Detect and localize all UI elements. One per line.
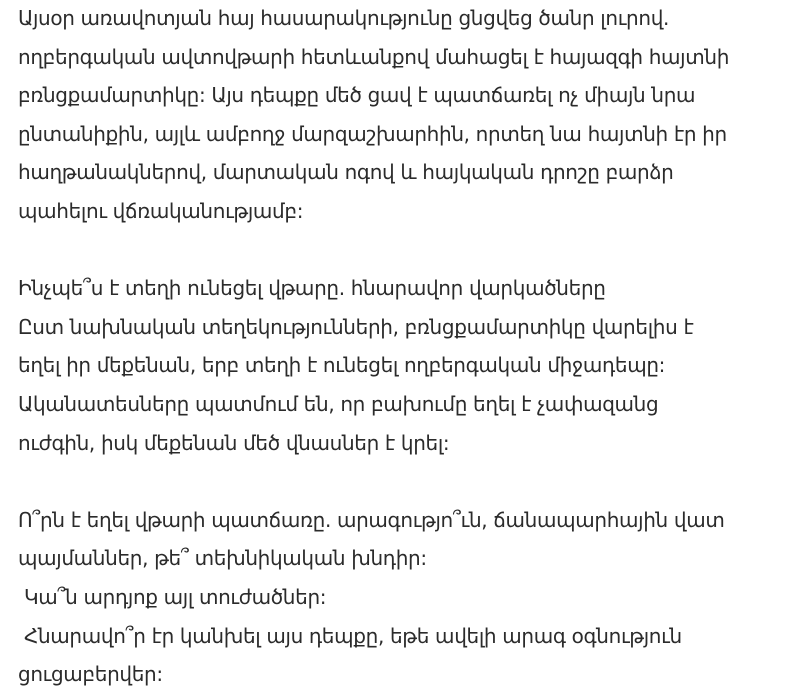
text-line: հաղթանակներով, մարտական ոգով և հայկական դրոշը բարձր (18, 160, 674, 185)
paragraph-gap (18, 462, 806, 501)
text-line: ցուցաբերվեր: (18, 662, 163, 687)
paragraph-accident (18, 269, 806, 462)
question-line: Հնարավո՞ր էր կանխել այս դեպքը, եթե ավելի արագ օգնություն (18, 623, 682, 648)
paragraph-intro (18, 0, 806, 231)
question-line: Կա՞ն արդյոք այլ տուժածներ: (18, 584, 327, 609)
text-line: եղել իր մեքենան, երբ տեղի է ունեցել ողբերգական միջադեպը: (18, 353, 666, 378)
text-line: պայմաններ, թե՞ տեխնիկական խնդիր: (18, 546, 427, 571)
text-line: ընտանիքին, այլև ամբողջ մարզաշխարհին, որտեղ նա հայտնի էր իր (18, 121, 727, 146)
text-line: Ըստ նախնական տեղեկությունների, բռնցքամարտիկը վարելիս է (18, 314, 694, 339)
text-line: ուժգին, իսկ մեքենան մեծ վնասներ է կրել: (18, 430, 450, 455)
paragraph-gap (18, 231, 806, 270)
paragraph-questions (18, 501, 806, 694)
text-line: Ո՞րն է եղել վթարի պատճառը. արագությո՞ւն, ճանապարհային վատ (18, 507, 725, 532)
text-line: ողբերգական ավտովթարի հետևանքով մահացել է հայազգի հայտնի (18, 44, 730, 69)
text-line: բռնցքամարտիկը: Այս դեպքը մեծ ցավ է պատճառել ոչ միայն նրա (18, 83, 696, 108)
text-line: պահելու վճռականությամբ: (18, 198, 304, 223)
text-line: Այսօր առավոտյան հայ հասարակությունը ցնցվեց ծանր լուրով. (18, 6, 670, 30)
text-line: Ականատեսները պատմում են, որ բախումը եղել է չափազանց (18, 391, 659, 416)
subheading-line: Ինչպե՞ս է տեղի ունեցել վթարը. հնարավոր վարկածները (18, 276, 606, 301)
